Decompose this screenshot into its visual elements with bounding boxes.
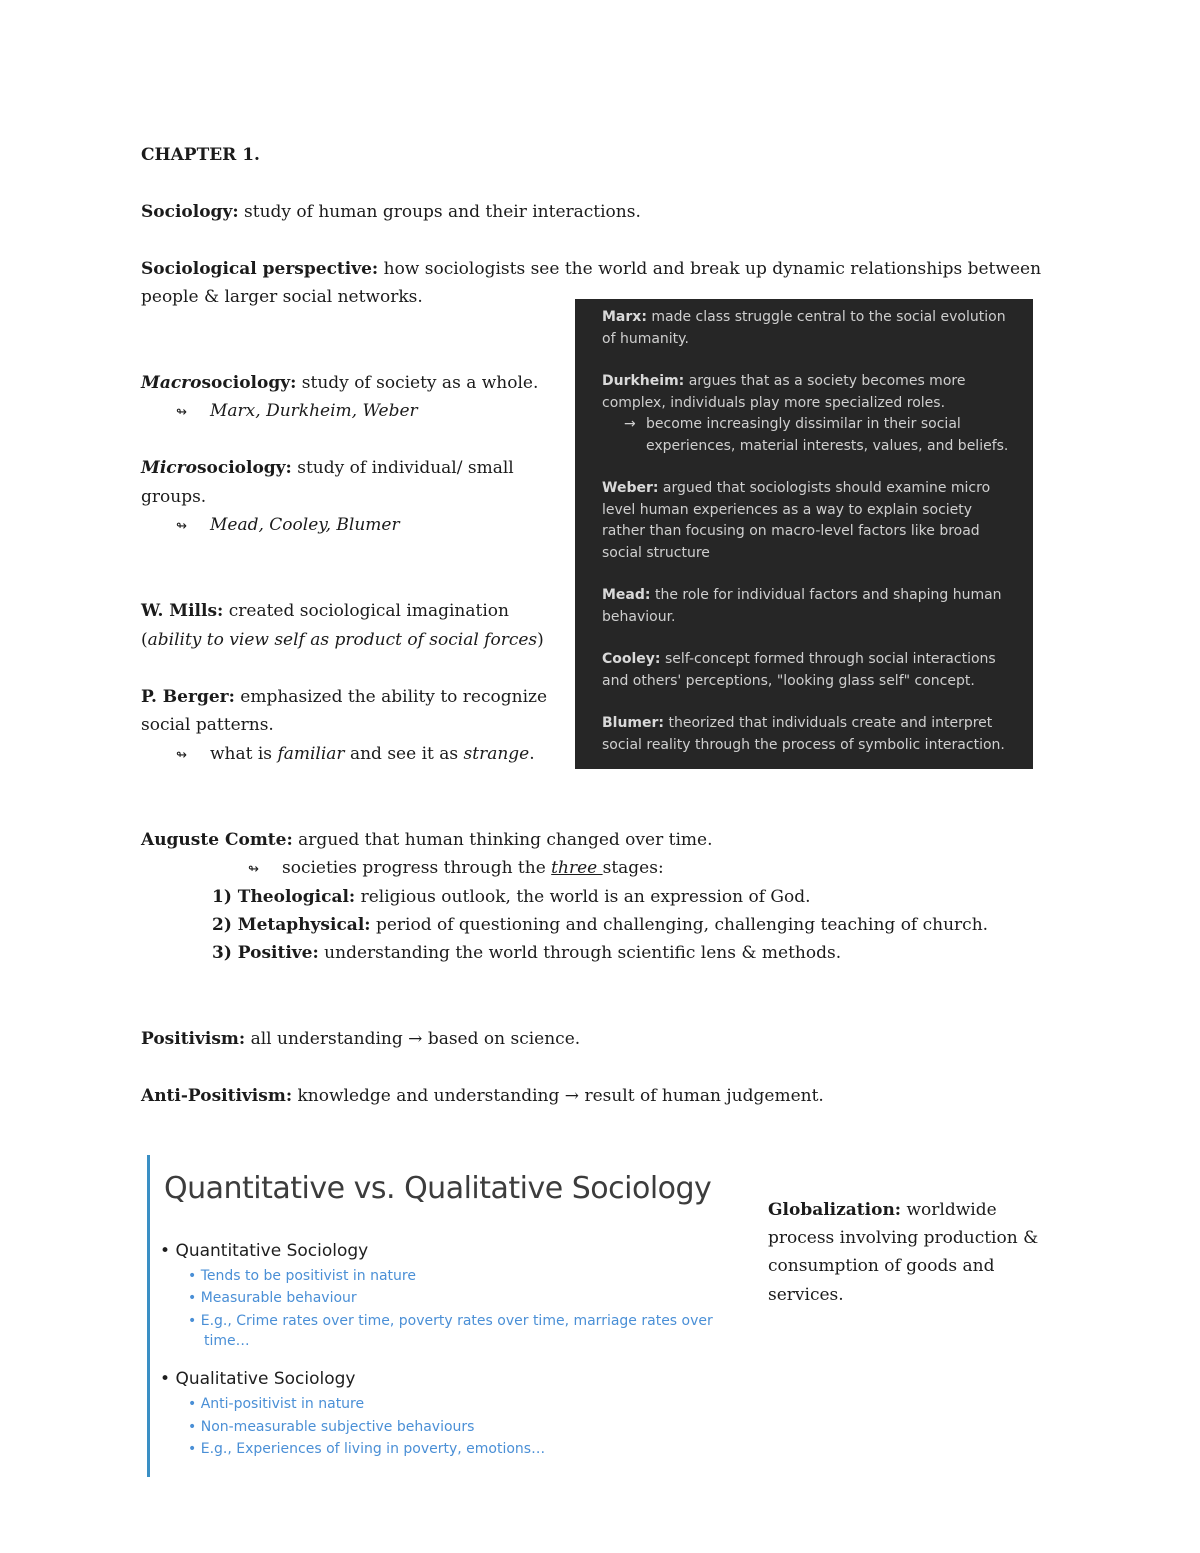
bullet-icon: •: [188, 1290, 197, 1306]
durkheim-sub-text: become increasingly dissimilar in their social experiences, material interests, values, and beliefs.: [646, 416, 1009, 454]
subitem-text: Measurable behaviour: [200, 1290, 357, 1306]
sociology-term: Sociology:: [141, 202, 239, 222]
perspective-definition: [141, 255, 1041, 284]
berger-text-2: social patterns.: [141, 715, 274, 735]
arrow-icon: ↬: [176, 405, 187, 420]
globalization-text-2: process involving production &: [768, 1228, 1039, 1248]
arrow-icon: ↬: [176, 748, 187, 763]
durkheim-sub: [624, 414, 1019, 457]
slide-subitem: [188, 1439, 545, 1459]
berger-sub-strange: strange: [463, 744, 530, 764]
berger-sub-e: .: [529, 744, 535, 764]
micro-term-prefix: Micro: [141, 458, 197, 478]
slide-subitem: [188, 1288, 357, 1308]
paren-open: (: [141, 630, 148, 650]
stage-name: Theological:: [237, 887, 356, 907]
mead-text: the role for individual factors and shaping human behaviour.: [602, 587, 1002, 625]
berger-text-1: emphasized the ability to recognize: [234, 687, 548, 707]
marx-entry: [602, 307, 1019, 350]
perspective-text-1: how sociologists see the world and break up dynamic relationships between: [378, 259, 1042, 279]
chapter-heading: CHAPTER 1.: [141, 145, 260, 165]
blumer-entry: [602, 713, 1019, 756]
globalization-text-3: consumption of goods and: [768, 1256, 995, 1276]
stage-name: Positive:: [237, 943, 319, 963]
durkheim-name: Durkheim:: [602, 373, 685, 389]
comte-stage-3: [212, 939, 841, 968]
macro-names-text: Marx, Durkheim, Weber: [210, 401, 418, 421]
bullet-icon: •: [188, 1441, 197, 1457]
slide-subitem: [188, 1394, 364, 1414]
berger-sub-a: what is: [210, 744, 278, 764]
mills-parenthetical: [141, 626, 544, 655]
mills-paren-text: ability to view self as product of social forces: [147, 630, 538, 650]
bullet-icon: •: [160, 1369, 171, 1389]
marx-name: Marx:: [602, 309, 647, 325]
stage-text: understanding the world through scientific lens & methods.: [318, 943, 842, 963]
globalization-text-4: services.: [768, 1285, 844, 1305]
berger-term: P. Berger:: [141, 687, 235, 707]
blumer-name: Blumer:: [602, 715, 665, 731]
slide-subitem: [188, 1266, 416, 1286]
perspective-text-2: people & larger social networks.: [141, 287, 423, 307]
stage-text: period of questioning and challenging, challenging teaching of church.: [370, 915, 989, 935]
stage-number: 3): [212, 943, 238, 963]
berger-sub: [176, 740, 535, 771]
comte-sub-a: societies progress through the: [282, 858, 552, 878]
macro-text: study of society as a whole.: [296, 373, 539, 393]
slide-subitem: [188, 1417, 474, 1437]
weber-name: Weber:: [602, 480, 659, 496]
perspective-term: Sociological perspective:: [141, 259, 379, 279]
globalization-term: Globalization:: [768, 1200, 902, 1220]
stage-number: 1): [212, 887, 238, 907]
slide-subitem-cont: time…: [204, 1333, 250, 1349]
macro-term-prefix: Macro: [141, 373, 202, 393]
berger-sub-c: and see it as: [344, 744, 464, 764]
mead-name: Mead:: [602, 587, 651, 603]
positivism-definition: [141, 1025, 580, 1054]
comte-stage-2: [212, 911, 988, 940]
bullet-icon: •: [188, 1396, 197, 1412]
positivism-term: Positivism:: [141, 1029, 246, 1049]
subitem-text: E.g., Crime rates over time, poverty rates over time, marriage rates over: [200, 1313, 713, 1329]
mills-text: created sociological imagination: [223, 601, 509, 621]
paren-close: ): [537, 630, 544, 650]
weber-text: argued that sociologists should examine micro level human experiences as a way to explain society rather than focusing on macro-level factors like broad social structure: [602, 480, 991, 561]
mills-term: W. Mills:: [141, 601, 224, 621]
blumer-text: theorized that individuals create and interpret social reality through the process of symbolic interaction.: [602, 715, 1005, 753]
macro-term-rest: sociology:: [201, 373, 297, 393]
weber-entry: [602, 478, 1019, 564]
cooley-entry: [602, 649, 1019, 692]
slide-bullet-quantitative: [160, 1241, 368, 1261]
comte-definition: [141, 826, 712, 855]
mead-entry: [602, 585, 1019, 628]
bullet-icon: •: [188, 1268, 197, 1284]
comte-sub-three: three: [551, 858, 603, 878]
cooley-name: Cooley:: [602, 651, 661, 667]
stage-text: religious outlook, the world is an expression of God.: [355, 887, 811, 907]
qual-label: Qualitative Sociology: [175, 1369, 356, 1389]
slide-title: Quantitative vs. Qualitative Sociology: [164, 1171, 712, 1206]
marx-text: made class struggle central to the social evolution of humanity.: [602, 309, 1006, 347]
bullet-icon: •: [160, 1241, 171, 1261]
quant-label: Quantitative Sociology: [175, 1241, 369, 1261]
anti-positivism-text: knowledge and understanding → result of human judgement.: [292, 1086, 824, 1106]
subitem-text: Tends to be positivist in nature: [200, 1268, 416, 1284]
anti-positivism-term: Anti-Positivism:: [141, 1086, 293, 1106]
comte-stage-1: [212, 883, 810, 912]
micro-definition: [141, 454, 514, 483]
theorists-image-box: [575, 299, 1033, 769]
micro-names-text: Mead, Cooley, Blumer: [210, 515, 400, 535]
bullet-icon: •: [188, 1419, 197, 1435]
slide-subitem: [188, 1311, 713, 1331]
comte-text: argued that human thinking changed over time.: [292, 830, 713, 850]
subitem-text: E.g., Experiences of living in poverty, emotions…: [200, 1441, 546, 1457]
positivism-text: all understanding → based on science.: [245, 1029, 581, 1049]
micro-term-rest: sociology:: [196, 458, 292, 478]
quant-qual-slide-image: [147, 1155, 730, 1477]
comte-sub: [248, 854, 664, 885]
berger-definition: [141, 683, 547, 712]
sociology-definition: [141, 198, 641, 227]
stage-number: 2): [212, 915, 238, 935]
micro-names: [176, 511, 400, 542]
globalization-text-1: worldwide: [901, 1200, 997, 1220]
arrow-right-icon: →: [624, 416, 636, 432]
comte-sub-c: stages:: [602, 858, 664, 878]
durkheim-entry: [602, 371, 1019, 414]
comte-term: Auguste Comte:: [141, 830, 293, 850]
macro-definition: [141, 369, 538, 398]
berger-sub-familiar: familiar: [277, 744, 345, 764]
mills-definition: [141, 597, 509, 626]
bullet-icon: •: [188, 1313, 197, 1329]
slide-bullet-qualitative: [160, 1369, 356, 1389]
stage-name: Metaphysical:: [237, 915, 371, 935]
cooley-text: self-concept formed through social interactions and others' perceptions, "looking glass self" concept.: [602, 651, 996, 689]
globalization-definition: [768, 1196, 997, 1225]
micro-text-2: groups.: [141, 487, 207, 507]
micro-text-1: study of individual/ small: [291, 458, 514, 478]
durkheim-text: argues that as a society becomes more complex, individuals play more specialized roles.: [602, 373, 966, 411]
anti-positivism-definition: [141, 1082, 824, 1111]
arrow-icon: ↬: [248, 862, 259, 877]
subitem-text: Non-measurable subjective behaviours: [200, 1419, 475, 1435]
macro-names: [176, 397, 418, 428]
subitem-text: Anti-positivist in nature: [200, 1396, 365, 1412]
arrow-icon: ↬: [176, 519, 187, 534]
sociology-text: study of human groups and their interactions.: [238, 202, 641, 222]
